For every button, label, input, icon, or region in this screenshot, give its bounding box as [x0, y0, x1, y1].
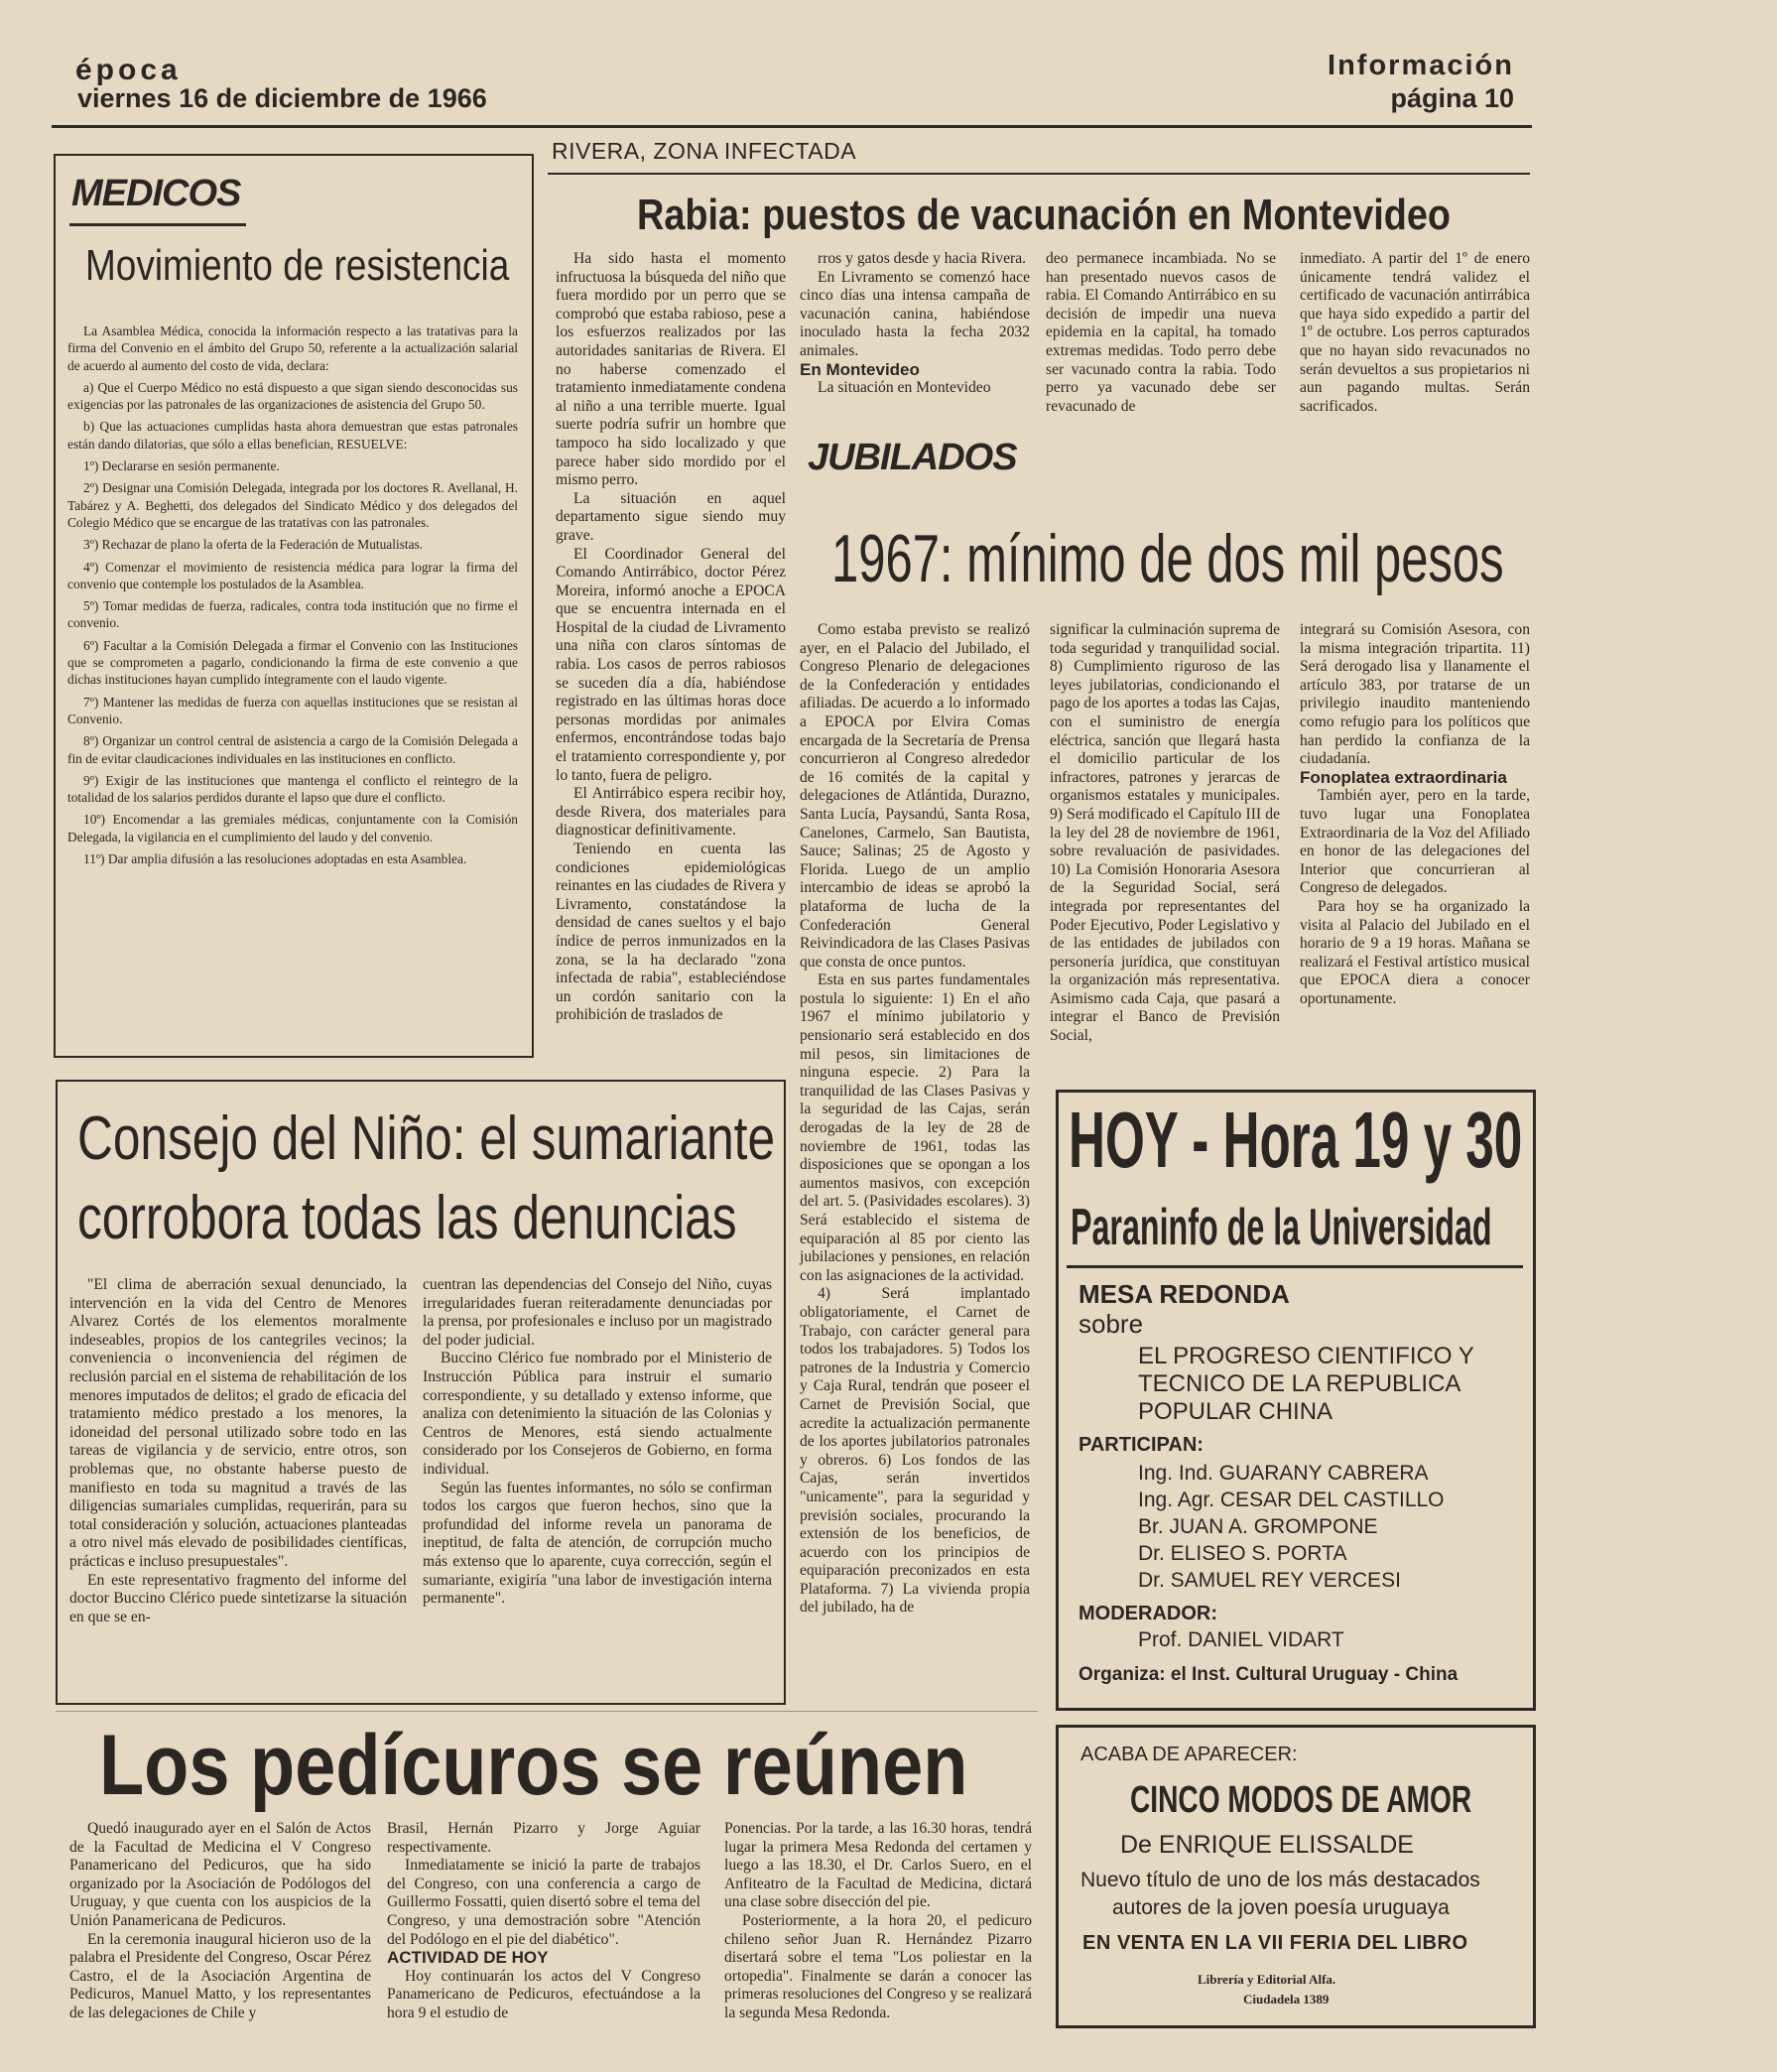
jubilados-headline: 1967: mínimo de dos mil pesos — [831, 521, 1504, 596]
ad-topic-line: TECNICO DE LA REPUBLICA — [1138, 1370, 1461, 1397]
pedicuros-paragraph: Brasil, Hernán Pizarro y Jorge Aguiar respectivamente. — [387, 1820, 700, 1856]
masthead-paper-name: época — [75, 54, 182, 86]
jubilados-section-tag: JUBILADOS — [808, 437, 1017, 478]
pedicuros-paragraph: Quedó inaugurado ayer en el Salón de Actos de la Facultad de Medicina el V Congreso Panamericano del Pedicuros, que ha sido organizado por la Asociación de Podólogos del Uruguay, y que cuenta con los auspicios de la Unión Panamericana de Pedicuros. — [69, 1820, 371, 1929]
jubilados-column-2 — [1050, 621, 1280, 1098]
libro-ad-description: autores de la joven poesía uruguaya — [1112, 1896, 1450, 1919]
ad-moderador: Prof. DANIEL VIDART — [1138, 1628, 1344, 1651]
medicos-resolucion: 3º) Rechazar de plano la oferta de la Federación de Mutualistas. — [83, 537, 424, 553]
rabia-column-1 — [556, 250, 786, 1024]
medicos-resolucion: 2º) Designar una Comisión Delegada, integrada por los doctores R. Avellanal, H. Tabárez y A. Beghetti, dos delegados del Sindicato Médico y dos delegados del Colegio Médico que se encargue de las tratativas con las patronales. — [67, 480, 518, 530]
consejo-paragraph: En este representativo fragmento del informe del doctor Buccino Clérico puede sintetizarse la situación en que se en- — [69, 1571, 407, 1625]
ad-moderador-label: MODERADOR: — [1079, 1603, 1217, 1624]
medicos-tag-underline — [69, 223, 246, 226]
medicos-resolucion: 11º) Dar amplia difusión a las resoluciones adoptadas en esta Asamblea. — [83, 851, 467, 867]
rabia-paragraph: Teniendo en cuenta las condiciones epidemiológicas reinantes en las ciudades de Rivera y Livramento, constatándose la densidad de canes sueltos y el bajo índice de perros inmunizados en la zona, se la ha declarado "zona infectada de rabia", estableciéndose un cordón sanitario con la prohibición de traslados de — [556, 841, 786, 1024]
rabia-paragraph: La situación en Montevideo — [818, 379, 991, 397]
jubilados-paragraph: integrará su Comisión Asesora, con la misma integración tripartita. 11) Será derogado lisa y llanamente el artículo 383, por tratarse de un privilegio inaudito manteniendo como refugio para los políticos que han perdido la confianza de la ciudadanía. — [1300, 621, 1530, 768]
ad-mesa-title: MESA REDONDA — [1079, 1279, 1290, 1309]
pedicuros-paragraph: Inmediatamente se inició la parte de trabajos del Congreso, con una conferencia a cargo de Guillermo Fossatti, quien disertó sobre el tema del Congreso, y una demostración sobre "Atención del Podólogo en el pie del diabético". — [387, 1857, 700, 1948]
rabia-paragraph: El Antirrábico espera recibir hoy, desde Rivera, dos materiales para diagnosticar definitivamente. — [556, 785, 786, 840]
ad-venue-rule — [1067, 1265, 1523, 1268]
medicos-intro: La Asamblea Médica, conocida la información respecto a las tratativas para la firma del Convenio en el ámbito del Grupo 50, referente a la actualización salarial de acuerdo al aumento del costo de vida, declara: — [67, 324, 518, 373]
ad-participan-label: PARTICIPAN: — [1079, 1434, 1204, 1456]
rabia-kicker: RIVERA, ZONA INFECTADA — [552, 138, 857, 164]
consejo-paragraph: Buccino Clérico fue nombrado por el Ministerio de Instrucción Pública para instruir el sumario correspondiente, y su detallado y extenso informe, que analiza con detenimiento la situación de las Colonias y Centros de Menores, está siendo actualmente considerado por los Consejeros de Gobierno, en forma individual. — [423, 1350, 772, 1478]
rabia-paragraph: El Coordinador General del Comando Antirrábico, doctor Pérez Moreira, informó anoche a EPOCA que se encuentra internada en el Hospital de la ciudad de Livramento una niña con claros síntomas de rabia. Los casos de perros rabiosos se suceden día a día, habiéndose registrado en las últimas horas doce personas mordidas por animales enfermos, encontrándose todas bajo el tratamiento correspondiente y, por lo tanto, fuera de peligro. — [556, 545, 786, 784]
consejo-column-2 — [423, 1276, 772, 1693]
ad-mesa-sobre: sobre — [1079, 1309, 1144, 1339]
libro-ad — [1056, 1725, 1536, 2028]
rabia-headline: Rabia: puestos de vacunación en Montevideo — [637, 191, 1452, 239]
pedicuros-column-3 — [724, 1820, 1032, 2036]
ad-participante: Ing. Agr. CESAR DEL CASTILLO — [1138, 1489, 1445, 1511]
ad-participante: Ing. Ind. GUARANY CABRERA — [1138, 1462, 1429, 1485]
consejo-paragraph: Según las fuentes informantes, no sólo se confirman todos los cargos que fueron hechos, sino que la profundidad del informe revela un panorama de ineptitud, de falta de atención, de corrupción mucho más extenso que lo aparente, cuya corrección, según el sumariante, exigiría "una labor de investigación interna permanente". — [423, 1479, 772, 1608]
rabia-paragraph: rros y gatos desde y hacia Rivera. — [818, 250, 1027, 267]
jubilados-paragraph: Esta en sus partes fundamentales postula lo siguiente: 1) En el año 1967 el mínimo jubilatorio y pensionario será establecido en dos mil pesos, sin limitaciones de ninguna especie. 2) Para la tranquilidad de las Clases Pasivas y la seguridad de las Cajas, serán derogadas de la ley de 28 de noviembre de 1961, todas las disposiciones que se opongan a los aumentos masivos, con excepción del art. 5. (Pasividades escolares). 3) Será establecido el sistema de equiparación al 85 por ciento las jubilaciones y pensiones, en relación con las asignaciones de la actividad. — [800, 971, 1030, 1284]
mesa-redonda-ad — [1056, 1090, 1536, 1711]
consejo-paragraph: "El clima de aberración sexual denunciado, la intervención en la vida del Centro de Menores Alvarez Cortés de los elementos moralmente indeseables, propios de los cantegriles vecinos; la conveniencia o inconveniencia del régimen de reclusión parcial en el sistema de rehabilitación de los menores imputados de delitos; el grado de eficacia del tratamiento médico prestado a los menores, la idoneidad del personal utilizado sobre todo en las tareas de vigilancia y de servicio, entre otros, son problemas que, no obstante haberse puesto de manifiesto en toda su magnitud a través de las diligencias sumariales cumplidas, requerirán, para su total consideración y solución, actuaciones planteadas a otro nivel más elevado de posibilidades científicas, prácticas e incluso presupuestales". — [69, 1276, 407, 1570]
medicos-resolucion: 7º) Mantener las medidas de fuerza con aquellas instituciones que se resistan al Convenio. — [67, 694, 518, 726]
medicos-resolucion: 5º) Tomar medidas de fuerza, radicales, contra toda institución que no firme el convenio. — [67, 598, 518, 631]
pedicuros-paragraph: En la ceremonia inaugural hicieron uso de la palabra el Presidente del Congreso, Oscar Pérez Castro, el de la Asociación Argentina de Pedicuros, Manuel Matto, y los representantes de las delegaciones de Chile y — [69, 1930, 371, 2021]
libro-ad-editorial: Librería y Editorial Alfa. — [1198, 1972, 1336, 1987]
jubilados-subhead-fonoplatea: Fonoplatea extraordinaria — [1300, 767, 1507, 787]
jubilados-paragraph: 4) Será implantado obligatoriamente, el Carnet de Trabajo, con carácter general para todos los trabajadores. 5) Todos los patrones de la Industria y Comercio y Caja Rural, tendrán que poseer el Carnet de Previsión Social, que acredite la actualización permanente de los aportes jubilatorios patronales y obreros. 6) Los fondos de las Cajas, serán invertidos "unicamente", para la seguridad y previsión sociales, procurando la extensión de los beneficios, de acuerdo con los principios de equiparación preconizados en esta Plataforma. 7) La vivienda propia del jubilado, ha de — [800, 1285, 1030, 1617]
medicos-article-box — [54, 154, 534, 1058]
consejo-column-1 — [69, 1276, 407, 1693]
medicos-resolucion: 1º) Declararse en sesión permanente. — [83, 458, 280, 474]
masthead-page-number: página 10 — [1390, 83, 1514, 113]
ad-headline-hour: HOY - Hora 19 y 30 — [1069, 1096, 1523, 1184]
pedicuros-column-2 — [387, 1820, 700, 2036]
libro-ad-author: De ENRIQUE ELISSALDE — [1120, 1831, 1414, 1859]
medicos-body — [67, 323, 518, 1047]
rabia-paragraph: inmediato. A partir del 1º de enero únicamente tendrá validez el certificado de vacunación antirrábica que haya sido expedido a partir del 1º de octubre. Los perros capturados que no hayan sido revacunados no serán devueltos a sus propietarios ni aun pagando multas. Serán sacrificados. — [1300, 250, 1530, 415]
libro-ad-venta: EN VENTA EN LA VII FERIA DEL LIBRO — [1082, 1932, 1468, 1954]
medicos-resolucion: 8º) Organizar un control central de asistencia a cargo de la Comisión Delegada a fin de evitar claudicaciones individuales en las instituciones en conflicto. — [67, 733, 518, 766]
ad-venue: Paraninfo de la Universidad — [1071, 1199, 1492, 1256]
rabia-paragraph: La situación en aquel departamento sigue siendo muy grave. — [556, 489, 786, 544]
rabia-subhead-montevideo: En Montevideo — [800, 359, 920, 379]
libro-ad-address: Ciudadela 1389 — [1243, 1992, 1330, 2007]
masthead-rule — [52, 125, 1532, 128]
jubilados-paragraph: Para hoy se ha organizado la visita al Palacio del Jubilado en el horario de 9 a 19 horas. Mañana se realizará el Festival artístico musical que EPOCA diera a conocer oportunamente. — [1300, 897, 1530, 1007]
pedicuros-top-rule — [56, 1711, 1038, 1712]
jubilados-paragraph: También ayer, pero en la tarde, tuvo lugar una Fonoplatea Extraordinaria de la Voz del Afiliado en honor de las delegaciones del Interior que concurrieran al Congreso de delegados. — [1300, 787, 1530, 897]
consejo-headline-line-1: Consejo del Niño: el sumariante — [77, 1104, 776, 1173]
rabia-column-2 — [800, 250, 1030, 429]
medicos-resolucion: 10º) Encomendar a las gremiales médicas, conjuntamente con la Comisión Delegada, la vigilancia en el cumplimiento del laudo y del convenio. — [67, 812, 518, 844]
rabia-column-3 — [1046, 250, 1276, 429]
consejo-article-box — [56, 1080, 786, 1705]
ad-topic-line: EL PROGRESO CIENTIFICO Y — [1138, 1343, 1474, 1369]
pedicuros-paragraph: Ponencias. Por la tarde, a las 16.30 horas, tendrá lugar la primera Mesa Redonda del certamen y luego a las 18.30, el Dr. Carlos Suero, en el Anfiteatro de la Facultad de Medicina, dictará una clase sobre disección del pie. — [724, 1820, 1032, 1911]
consejo-headline-line-2: corrobora todas las denuncias — [77, 1184, 737, 1252]
rabia-paragraph: Ha sido hasta el momento infructuosa la búsqueda del niño que fuera mordido por un perro que se comprobó que estaba rabioso, pese a los esfuerzos realizados por las autoridades sanitarias de Rivera. El no haberse comenzado el tratamiento inmediatamente condena al niño a una terrible muerte. Igual suerte podría sufrir un hombre que tampoco ha sido localizado y que parece haber sido mordido por el mismo perro. — [556, 250, 786, 489]
medicos-resolucion: 4º) Comenzar el movimiento de resistencia médica para lograr la firma del convenio que contemple los postulados de la Asamblea. — [67, 559, 518, 591]
medicos-headline: Movimiento de resistencia — [85, 241, 510, 290]
ad-topic-line: POPULAR CHINA — [1138, 1398, 1333, 1425]
rabia-kicker-rule — [548, 173, 1530, 175]
ad-participante: Br. JUAN A. GROMPONE — [1138, 1515, 1378, 1538]
masthead-section: Información — [1328, 50, 1514, 81]
pedicuros-headline: Los pedícuros se reúnen — [99, 1718, 968, 1813]
consejo-paragraph: cuentran las dependencias del Consejo del Niño, cuyas irregularidades fueran reiteradamente denunciadas por la prensa, por profesionales e incluso por un magistrado del poder judicial. — [423, 1276, 772, 1349]
pedicuros-subhead-actividad: ACTIVIDAD DE HOY — [387, 1948, 549, 1968]
jubilados-paragraph: significar la culminación suprema de toda seguridad y tranquilidad social. 8) Cumplimiento riguroso de las leyes jubilatorias, condicionando el pago de los aportes a todas las Cajas, con el suministro de energía eléctrica, sanción que llegará hasta el domicilio particular de los infractores, patrones y jerarcas de organismos estatales y municipales. 9) Será modificado el Capítulo III de la ley del 28 de noviembre de 1961, sobre revaluación de pasividades. 10) La Comisión Honoraria Asesora de la Seguridad Social, será integrada por representantes del Poder Ejecutivo, Poder Legislativo y de las entidades de jubilados con personería jurídica, que constituyan la organización más representativa. Asimismo cada Caja, que pasará a integrar el Banco de Previsión Social, — [1050, 621, 1280, 1045]
medicos-declaracion: a) Que el Cuerpo Médico no está dispuesto a que sigan siendo desconocidas sus exigencias por las patronales de las organizaciones de asistencia del Grupo 50. — [67, 379, 518, 413]
medicos-section-tag: MEDICOS — [71, 173, 241, 214]
jubilados-paragraph: Como estaba previsto se realizó ayer, en el Palacio del Jubilado, el Congreso Plenario de delegaciones de la Confederación y entidades afiliadas. De acuerdo a lo informado a EPOCA por Elvira Comas encargada de la Secretaría de Prensa concurrieron al Congreso alrededor de 16 comités de la capital y delegaciones de Atlántida, Durazno, Santa Lucía, Paysandú, Santa Rosa, Canelones, Carmelo, San Bautista, Sauce; Salinas; 25 de Agosto y Florida. Luego de un amplio intercambio de ideas se aprobó la plataforma de lucha de la Confederación General Reivindicadora de las Clases Pasivas que consta de once puntos. — [800, 621, 1030, 971]
medicos-resolucion: 9º) Exigir de las instituciones que mantenga el conflicto el reintegro de la totalidad de los salarios perdidos durante el lapso que dure el conflicto. — [67, 772, 518, 806]
libro-ad-title: CINCO MODOS DE AMOR — [1130, 1779, 1472, 1821]
rabia-paragraph: En Livramento se comenzó hace cinco días una intensa campaña de vacunación canina, habiéndose inoculado hasta la fecha 2032 animales. — [800, 268, 1030, 359]
libro-ad-description: Nuevo título de uno de los más destacados — [1080, 1869, 1480, 1891]
pedicuros-paragraph: Hoy continuarán los actos del V Congreso Panamericano de Pedicuros, efectuándose a la hora 9 el estudio de — [387, 1967, 700, 2021]
medicos-resolucion: 6º) Facultar a la Comisión Delegada a firmar el Convenio con las Instituciones que se comprometen a pagarlo, condicionando la firma de este convenio a que dichas instituciones hayan cumplido íntegramente con el laudo vigente. — [67, 637, 518, 688]
jubilados-column-3 — [1300, 621, 1530, 1098]
pedicuros-column-1 — [69, 1820, 371, 2036]
pedicuros-paragraph: Posteriormente, a la hora 20, el pedicuro chileno señor Juan R. Hernández Pizarro disertará sobre el tema "Los poliestar en la ortopedia". Finalmente se darán a conocer las primeras resoluciones del Congreso y se realizará la segunda Mesa Redonda. — [724, 1911, 1032, 2021]
ad-organiza: Organiza: el Inst. Cultural Uruguay - China — [1079, 1664, 1459, 1685]
ad-participante: Dr. ELISEO S. PORTA — [1138, 1542, 1347, 1565]
rabia-column-4 — [1300, 250, 1530, 429]
rabia-paragraph: deo permanece incambiada. No se han presentado nuevos casos de rabia. El Comando Antirrábico en su decisión de impedir una nueva epidemia en la capital, ha tomado extremas medidas. Todo perro debe ser vacunado contra la rabia. Todo perro ya vacunado debe ser revacunado de — [1046, 250, 1276, 415]
masthead-date: viernes 16 de diciembre de 1966 — [77, 83, 487, 113]
ad-participante: Dr. SAMUEL REY VERCESI — [1138, 1569, 1401, 1592]
medicos-declaracion: b) Que las actuaciones cumplidas hasta ahora demuestran que estas patronales están dando dilatorias, que sólo a ellas benefician, RESUELVE: — [67, 419, 518, 452]
libro-ad-kicker: ACABA DE APARECER: — [1080, 1744, 1298, 1765]
